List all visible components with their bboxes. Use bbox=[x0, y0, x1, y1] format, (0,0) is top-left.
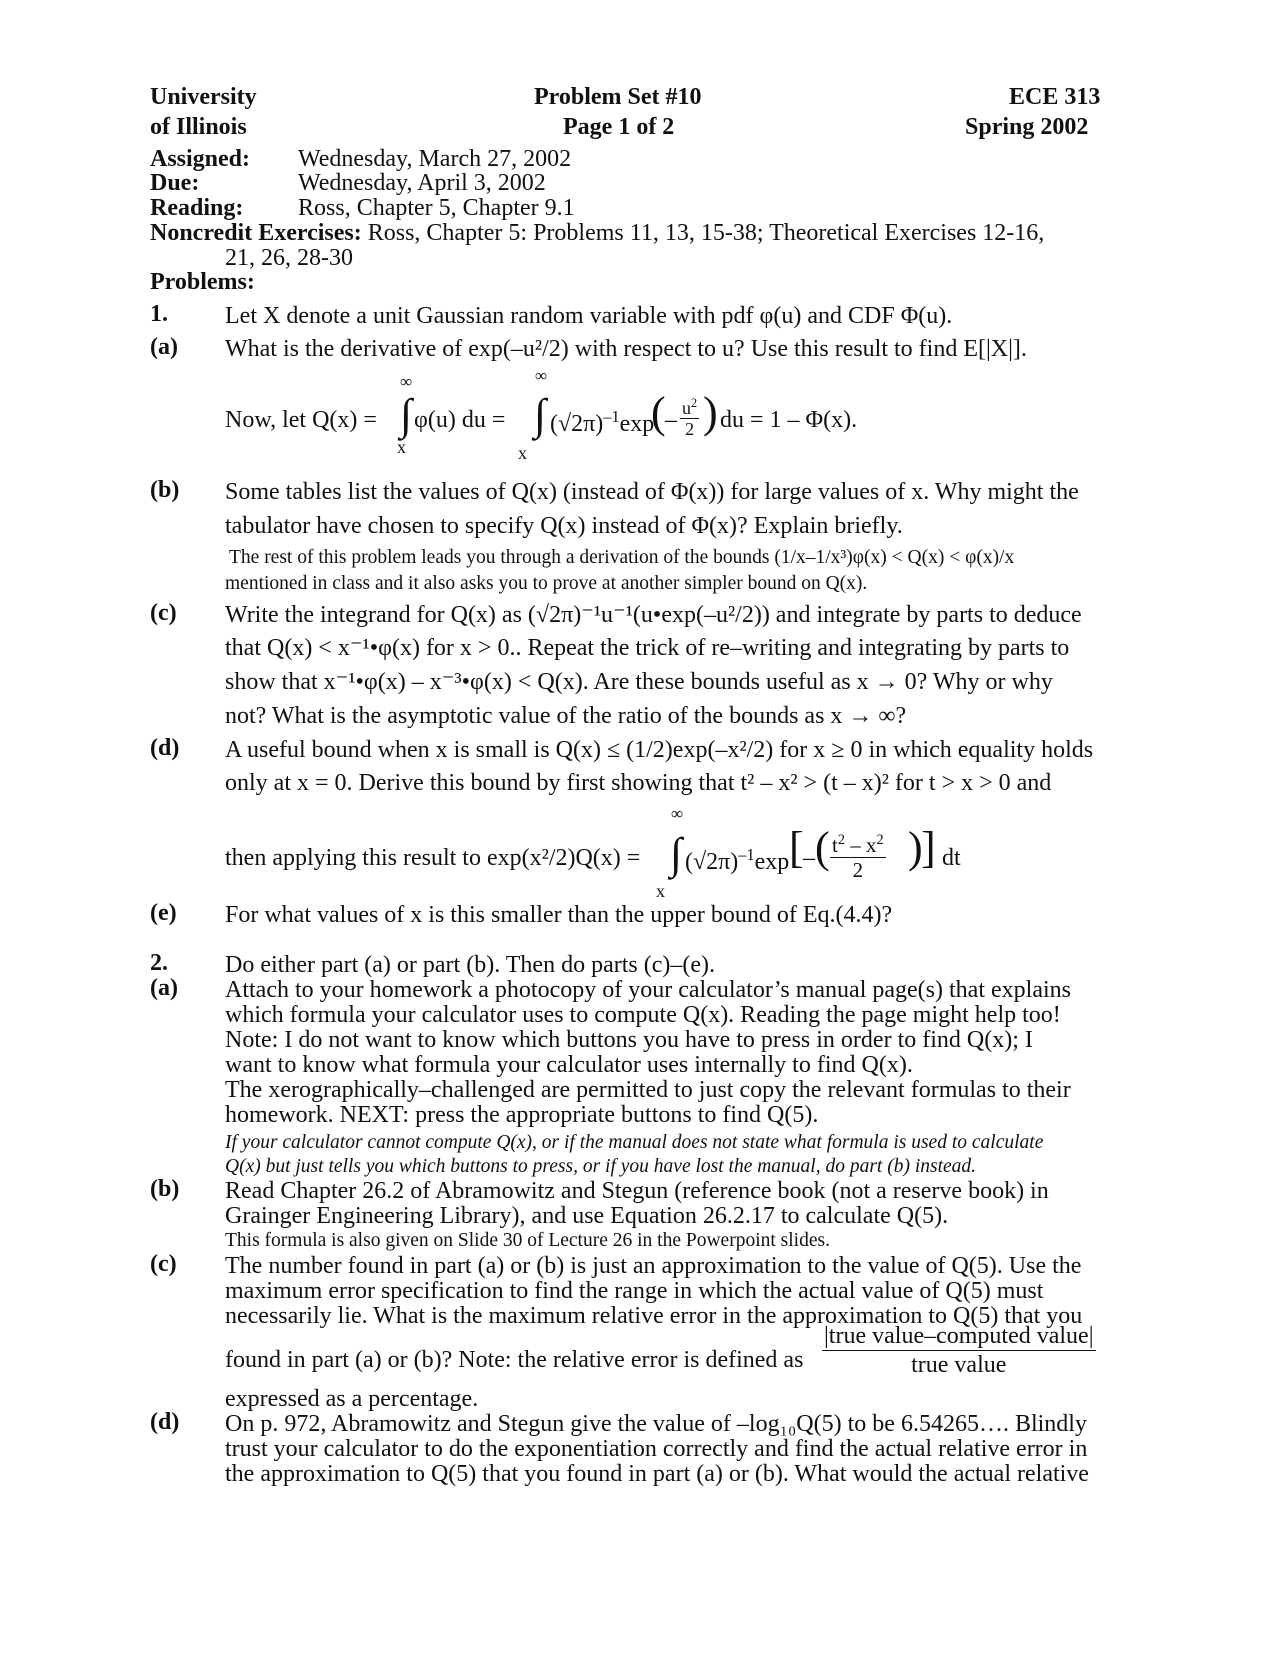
problem-1c-line3: show that x⁻¹•φ(x) – x⁻³•φ(x) < Q(x). Are these bounds useful as x → 0? Why or why bbox=[225, 669, 1053, 695]
problem-2c-label: (c) bbox=[150, 1251, 177, 1277]
problem-1e-label: (e) bbox=[150, 900, 177, 926]
eq1-integrand-1: φ(u) du = bbox=[414, 407, 506, 433]
problem-2d-line2: trust your calculator to do the exponentiation correctly and find the actual relative error in bbox=[225, 1436, 1088, 1462]
assigned-label: Assigned: bbox=[150, 146, 251, 172]
noncredit-value: Ross, Chapter 5: Problems 11, 13, 15-38; Theoretical Exercises 12-16, bbox=[367, 220, 1045, 246]
problem-2a-italic1: If your calculator cannot compute Q(x), or if the manual does not state what formula is used to calculate bbox=[225, 1132, 1044, 1153]
problem-2d-line3: the approximation to Q(5) that you found in part (a) or (b). What would the actual relative bbox=[225, 1461, 1089, 1487]
problem-2c-line3: necessarily lie. What is the maximum relative error in the approximation to Q(5) that you bbox=[225, 1303, 1083, 1329]
problem-1a-label: (a) bbox=[150, 334, 178, 360]
eq1-integral-2: ∫ bbox=[534, 390, 547, 439]
problem-1d-label: (d) bbox=[150, 735, 180, 761]
eq2-upper-limit: ∞ bbox=[671, 804, 684, 823]
problem-1b-line2: tabulator have chosen to specify Q(x) instead of Φ(x)? Explain briefly. bbox=[225, 513, 903, 539]
eq1-lower-limit-1: x bbox=[397, 437, 406, 457]
problem-2c-line5: expressed as a percentage. bbox=[225, 1386, 479, 1412]
header-illinois: of Illinois bbox=[150, 114, 247, 140]
problem-2a-line6: homework. NEXT: press the appropriate buttons to find Q(5). bbox=[225, 1102, 819, 1128]
header-course: ECE 313 bbox=[1009, 84, 1101, 110]
problem-2c-line4: found in part (a) or (b)? Note: the relative error is defined as bbox=[225, 1347, 804, 1373]
problem-1d-line2: only at x = 0. Derive this bound by first showing that t² – x² > (t – x)² for t > x > 0 and bbox=[225, 770, 1052, 796]
eq1-tail: du = 1 – Φ(x). bbox=[720, 407, 858, 433]
problem-2a-italic2: Q(x) but just tells you which buttons to press, or if you have lost the manual, do part (b) instead. bbox=[225, 1156, 977, 1177]
problem-1-note-line2: mentioned in class and it also asks you to prove at another simpler bound on Q(x). bbox=[225, 573, 868, 594]
problems-label: Problems: bbox=[150, 269, 255, 295]
problem-1-note-line1: The rest of this problem leads you through a derivation of the bounds (1/x–1/x³)φ(x) < Q(x) < φ(x)/x bbox=[229, 547, 1015, 568]
eq1-integral-1: ∫ bbox=[400, 390, 413, 439]
problem-2b-line1: Read Chapter 26.2 of Abramowitz and Stegun (reference book (not a reserve book) in bbox=[225, 1178, 1049, 1204]
eq2-lower-limit: x bbox=[656, 881, 665, 901]
eq1-paren-close: ) bbox=[703, 388, 718, 437]
problem-1b-line1: Some tables list the values of Q(x) (instead of Φ(x)) for large values of x. Why might the bbox=[225, 479, 1079, 505]
relative-error-fraction bbox=[822, 1322, 1096, 1379]
problem-2c-line1: The number found in part (a) or (b) is just an approximation to the value of Q(5). Use the bbox=[225, 1253, 1082, 1279]
eq2-dt: dt bbox=[942, 845, 961, 871]
problem-1c-line4: not? What is the asymptotic value of the ratio of the bounds as x → ∞? bbox=[225, 703, 907, 729]
eq2-integrand: $(√2\pi)^{-1}\exp$ bbox=[685, 845, 790, 875]
due-label: Due: bbox=[150, 170, 200, 196]
problem-2b-small: This formula is also given on Slide 30 of Lecture 26 in the Powerpoint slides. bbox=[225, 1230, 830, 1251]
problem-1-intro: Let X denote a unit Gaussian random variable with pdf φ(u) and CDF Φ(u). bbox=[225, 303, 953, 329]
relative-error-numerator: |true value–computed value| bbox=[824, 1323, 1094, 1349]
header-problem-set: Problem Set #10 bbox=[534, 84, 702, 110]
eq1-upper-limit-1: ∞ bbox=[400, 372, 413, 391]
problem-1c-label: (c) bbox=[150, 600, 177, 626]
problem-1c-line2: that Q(x) < x⁻¹•φ(x) for x > 0.. Repeat the trick of re–writing and integrating by parts to bbox=[225, 635, 1070, 661]
reading-value: Ross, Chapter 5, Chapter 9.1 bbox=[298, 195, 575, 221]
eq2-minus: – bbox=[803, 845, 815, 871]
assigned-value: Wednesday, March 27, 2002 bbox=[298, 146, 572, 172]
problem-2a-line4: want to know what formula your calculator uses internally to find Q(x). bbox=[225, 1052, 913, 1078]
noncredit-label: Noncredit Exercises: bbox=[150, 220, 362, 246]
eq1-frac: $u^2$ 2 bbox=[680, 393, 699, 439]
problem-1d-line1: A useful bound when x is small is Q(x) ≤ (1/2)exp(–x²/2) for x ≥ 0 in which equality holds bbox=[225, 737, 1094, 763]
eq2-lead: then applying this result to exp(x²/2)Q(x) = bbox=[225, 845, 641, 871]
eq2-bracket-close: ] bbox=[921, 823, 936, 872]
eq2-paren-open: ( bbox=[815, 823, 830, 872]
due-value: Wednesday, April 3, 2002 bbox=[298, 170, 546, 196]
problem-2b-line2: Grainger Engineering Library), and use Equation 26.2.17 to calculate Q(5). bbox=[225, 1203, 949, 1229]
header-university: University bbox=[150, 84, 257, 110]
problem-1b-label: (b) bbox=[150, 477, 180, 503]
eq1-upper-limit-2: ∞ bbox=[535, 366, 548, 385]
eq2-bracket-open: [ bbox=[789, 823, 804, 872]
problem-2a-line2: which formula your calculator uses to compute Q(x). Reading the page might help too! bbox=[225, 1002, 1061, 1028]
problem-1e-text: For what values of x is this smaller than the upper bound of Eq.(4.4)? bbox=[225, 902, 893, 928]
eq1-lead: Now, let Q(x) = bbox=[225, 407, 377, 433]
header-term: Spring 2002 bbox=[965, 114, 1089, 140]
problem-2-intro: Do either part (a) or part (b). Then do parts (c)–(e). bbox=[225, 952, 716, 978]
eq1-paren-open: ( bbox=[651, 388, 666, 437]
eq1-lower-limit-2: x bbox=[518, 443, 527, 463]
header-page: Page 1 of 2 bbox=[563, 114, 675, 140]
problem-2c-line2: maximum error specification to find the range in which the actual value of Q(5) must bbox=[225, 1278, 1044, 1304]
problem-2-number: 2. bbox=[150, 950, 168, 976]
problem-2d-line1: On p. 972, Abramowitz and Stegun give the value of –log₁₀Q(5) to be 6.54265…. Blindly bbox=[225, 1411, 1087, 1437]
eq2-frac: $t^2 - x^2$ 2 bbox=[830, 828, 886, 882]
eq2-paren-close: ) bbox=[908, 823, 923, 872]
problem-1c-line1: Write the integrand for Q(x) as (√2π)⁻¹u⁻¹(u•exp(–u²/2)) and integrate by parts to deduce bbox=[225, 602, 1082, 628]
eq1-minus: – bbox=[665, 407, 677, 433]
problem-2b-label: (b) bbox=[150, 1176, 180, 1202]
problem-1-number: 1. bbox=[150, 301, 168, 327]
problem-1a-text: What is the derivative of exp(–u²/2) with respect to u? Use this result to find E[|X|]. bbox=[225, 336, 1027, 362]
problem-2a-line5: The xerographically–challenged are permitted to just copy the relevant formulas to their bbox=[225, 1077, 1071, 1103]
eq2-integral: ∫ bbox=[670, 829, 683, 878]
eq1-integrand-2: $(√2\pi)^{-1}\exp$ bbox=[550, 407, 655, 437]
noncredit-value-cont: 21, 26, 28-30 bbox=[225, 245, 353, 271]
problem-2a-line3: Note: I do not want to know which buttons you have to press in order to find Q(x); I bbox=[225, 1027, 1033, 1053]
relative-error-denominator: true value bbox=[911, 1352, 1007, 1378]
reading-label: Reading: bbox=[150, 195, 244, 221]
problem-2a-label: (a) bbox=[150, 975, 178, 1001]
problem-2a-line1: Attach to your homework a photocopy of your calculator’s manual page(s) that explains bbox=[225, 977, 1071, 1003]
problem-2d-label: (d) bbox=[150, 1409, 180, 1435]
